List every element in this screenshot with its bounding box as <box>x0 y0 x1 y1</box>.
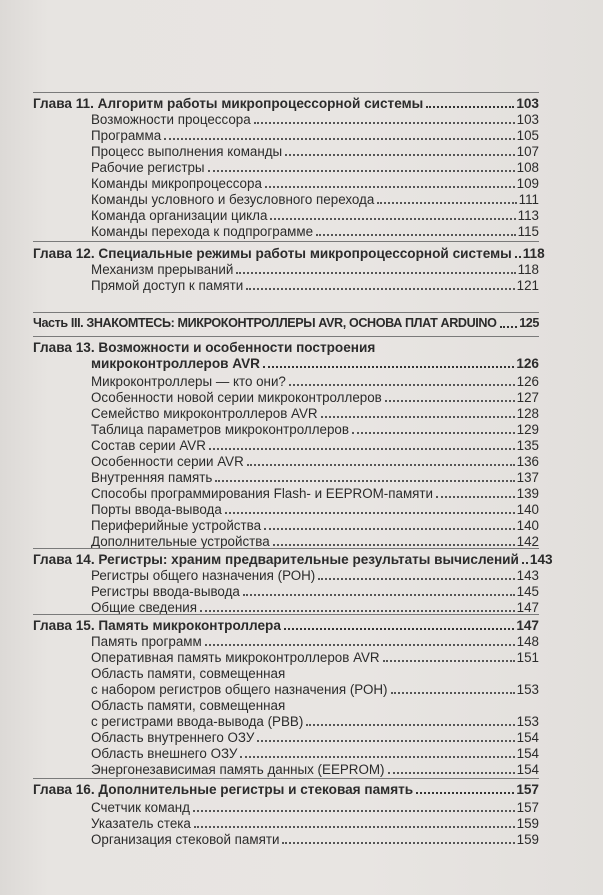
chapter-13-title-line1: Глава 13. Возможности и особенности построения <box>33 340 376 355</box>
section-title: с регистрами ввода-вывода (РВВ) <box>91 714 304 729</box>
toc-section <box>33 486 539 501</box>
leader-dots <box>263 366 514 368</box>
page-number: 103 <box>516 96 539 111</box>
chapter-divider <box>33 241 539 242</box>
page-number: 126 <box>516 374 539 389</box>
section-title: Возможности процессора <box>91 112 251 127</box>
page-number: 107 <box>516 144 539 159</box>
leader-dots <box>209 448 515 450</box>
page-number: 137 <box>516 470 539 485</box>
leader-dots <box>164 138 514 140</box>
section-title: Указатель стека <box>91 816 191 831</box>
section-title: Прямой доступ к памяти <box>91 278 244 293</box>
section-title: Состав серии AVR <box>91 438 206 453</box>
section-title: Программа <box>91 128 162 143</box>
chapter-divider <box>33 614 539 615</box>
chapter-title: Глава 11. Алгоритм работы микропроцессорной системы <box>33 96 424 111</box>
leader-dots <box>416 792 514 794</box>
toc-section <box>33 568 539 583</box>
toc-section <box>33 470 539 485</box>
leader-dots <box>205 644 515 646</box>
section-title: Процесс выполнения команды <box>91 144 283 159</box>
leader-dots <box>257 740 514 742</box>
leader-dots <box>285 154 514 156</box>
page-number: 140 <box>516 502 539 517</box>
page-number: 113 <box>517 208 539 223</box>
section-title: Микроконтроллеры — кто они? <box>91 374 286 389</box>
section-title: Способы программирования Flash- и EEPROM-памяти <box>91 486 434 501</box>
leader-dots <box>377 202 516 204</box>
page-number: 126 <box>516 356 539 371</box>
page-number: 127 <box>516 390 539 405</box>
page-number: 118 <box>522 246 545 261</box>
section-title: Особенности серии AVR <box>91 454 244 469</box>
toc-section <box>33 816 539 831</box>
toc-section <box>33 278 539 293</box>
toc-section <box>33 128 539 143</box>
toc-section <box>33 518 539 533</box>
page-number: 157 <box>516 800 539 815</box>
page-number: 153 <box>516 714 539 729</box>
section-title: Энергонезависимая память данных (EEPROM) <box>91 762 385 777</box>
toc-section <box>33 422 539 437</box>
page-number: 159 <box>516 832 539 847</box>
leader-dots <box>265 186 515 188</box>
section-title: Порты ввода-вывода <box>91 502 222 517</box>
page-number: 159 <box>516 816 539 831</box>
leader-dots <box>270 218 515 220</box>
leader-dots <box>318 578 514 580</box>
section-title: Организация стековой памяти <box>91 832 280 847</box>
chapter-title: микроконтроллеров AVR <box>91 356 260 371</box>
page-number: 128 <box>516 406 539 421</box>
page-number: 140 <box>516 518 539 533</box>
leader-dots <box>306 724 514 726</box>
page-number: 118 <box>517 262 539 277</box>
toc-chapter-15 <box>33 618 539 633</box>
toc-section <box>33 390 539 405</box>
toc-section <box>33 502 539 517</box>
page-number: 147 <box>516 600 539 615</box>
toc-section <box>33 208 539 223</box>
chapter-divider <box>33 778 539 779</box>
page-number: 153 <box>516 682 539 697</box>
leader-dots <box>321 416 515 418</box>
page-number: 109 <box>516 176 539 191</box>
toc-section <box>33 714 539 729</box>
leader-dots <box>240 756 514 758</box>
section-title: Механизм прерываний <box>91 262 234 277</box>
leader-dots <box>284 628 514 630</box>
page-number: 108 <box>516 160 539 175</box>
toc-section <box>33 144 539 159</box>
chapter-divider <box>33 548 539 549</box>
section-title: Область внешнего ОЗУ <box>91 746 238 761</box>
page-number: 139 <box>516 486 539 501</box>
section-title: Семейство микроконтроллеров AVR <box>91 406 318 421</box>
toc-chapter-16 <box>33 782 539 797</box>
chapter-title: Глава 15. Память микроконтроллера <box>33 618 281 633</box>
section-title: Общие сведения <box>91 600 197 615</box>
toc-section <box>33 650 539 665</box>
toc-section <box>33 438 539 453</box>
leader-dots <box>352 432 515 434</box>
page-number: 103 <box>516 112 539 127</box>
section-title: Счетчик команд <box>91 800 190 815</box>
toc-chapter-14 <box>33 552 553 567</box>
leader-dots <box>264 528 515 530</box>
page-number: 105 <box>516 128 539 143</box>
section-title: Внутренняя память <box>91 470 213 485</box>
section-title: Команды микропроцессора <box>91 176 262 191</box>
page-number: 154 <box>516 746 539 761</box>
section-title: Таблица параметров микроконтроллеров <box>91 422 349 437</box>
part-title: Часть III. ЗНАКОМТЕСЬ: МИКРОКОНТРОЛЛЕРЫ AVR, ОСНОВА ПЛАТ ARDUINO <box>33 316 497 330</box>
section-title-line1: Область памяти, совмещенная <box>91 698 286 713</box>
page-number: 136 <box>516 454 539 469</box>
section-title: Периферийные устройства <box>91 518 262 533</box>
toc-section <box>33 374 539 389</box>
leader-dots <box>246 288 514 290</box>
page-number: 154 <box>516 730 539 745</box>
page-number: 129 <box>516 422 539 437</box>
chapter-title: Глава 12. Специальные режимы работы микропроцессорной системы <box>33 246 512 261</box>
page-number: 143 <box>516 568 539 583</box>
toc-chapter-12 <box>33 246 545 261</box>
page-number: 147 <box>516 618 539 633</box>
leader-dots <box>236 272 515 274</box>
toc-section <box>33 682 539 697</box>
chapter-title: Глава 14. Регистры: храним предварительные результаты вычислений <box>33 552 519 567</box>
section-title: Регистры общего назначения (РОН) <box>91 568 316 583</box>
leader-dots <box>515 256 521 258</box>
toc-section <box>33 534 539 549</box>
leader-dots <box>500 326 518 328</box>
leader-dots <box>194 826 515 828</box>
page-number: 125 <box>519 316 539 330</box>
toc-section <box>33 746 539 761</box>
toc-section <box>33 224 539 239</box>
section-title: Команды условного и безусловного перехода <box>91 192 375 207</box>
page-number: 157 <box>516 782 539 797</box>
toc-section <box>33 832 539 847</box>
page-number: 143 <box>529 552 553 567</box>
part-divider <box>33 312 539 313</box>
toc-section <box>33 600 539 615</box>
toc-section <box>33 192 539 207</box>
section-title-line1: Область памяти, совмещенная <box>91 666 286 681</box>
section-title: Дополнительные устройства <box>91 534 270 549</box>
section-title: Память программ <box>91 634 202 649</box>
page-number: 145 <box>516 584 539 599</box>
toc-section <box>33 762 539 777</box>
toc-section <box>33 730 539 745</box>
page-number: 151 <box>516 650 539 665</box>
toc-section <box>33 262 539 277</box>
leader-dots <box>225 512 515 514</box>
toc-section <box>33 406 539 421</box>
toc-section <box>33 176 539 191</box>
leader-dots <box>316 234 516 236</box>
leader-dots <box>273 544 515 546</box>
leader-dots <box>436 496 515 498</box>
toc-part-3 <box>33 316 539 331</box>
section-title: Рабочие регистры <box>91 160 205 175</box>
toc-section <box>33 634 539 649</box>
leader-dots <box>200 610 515 612</box>
leader-dots <box>254 122 515 124</box>
chapter-divider <box>33 92 539 93</box>
leader-dots <box>215 480 514 482</box>
leader-dots <box>243 594 515 596</box>
leader-dots <box>426 106 514 108</box>
page-number: 135 <box>516 438 539 453</box>
page-number: 142 <box>516 534 539 549</box>
toc-chapter-13 <box>33 356 539 371</box>
leader-dots <box>385 400 515 402</box>
section-title: с набором регистров общего назначения (РОН) <box>91 682 388 697</box>
leader-dots <box>208 170 515 172</box>
page-number: 121 <box>516 278 539 293</box>
chapter-divider <box>33 336 539 337</box>
page-number: 154 <box>516 762 539 777</box>
toc-section <box>33 584 539 599</box>
toc-section <box>33 160 539 175</box>
leader-dots <box>388 772 515 774</box>
toc-chapter-11 <box>33 96 539 111</box>
chapter-title: Глава 16. Дополнительные регистры и стековая память <box>33 782 414 797</box>
section-title: Оперативная память микроконтроллеров AVR <box>91 650 380 665</box>
leader-dots <box>289 384 515 386</box>
section-title: Команды перехода к подпрограмме <box>91 224 314 239</box>
leader-dots <box>282 842 514 844</box>
section-title: Регистры ввода-вывода <box>91 584 240 599</box>
leader-dots <box>247 464 515 466</box>
section-title: Особенности новой серии микроконтроллеров <box>91 390 382 405</box>
leader-dots <box>383 660 515 662</box>
page-number: 111 <box>518 192 539 207</box>
page-number: 148 <box>516 634 539 649</box>
leader-dots <box>391 692 515 694</box>
section-title: Команда организации цикла <box>91 208 268 223</box>
leader-dots <box>522 562 528 564</box>
leader-dots <box>193 810 515 812</box>
toc-section <box>33 112 539 127</box>
toc-section <box>33 800 539 815</box>
toc-section <box>33 454 539 469</box>
page-number: 115 <box>517 224 539 239</box>
section-title: Область внутреннего ОЗУ <box>91 730 255 745</box>
